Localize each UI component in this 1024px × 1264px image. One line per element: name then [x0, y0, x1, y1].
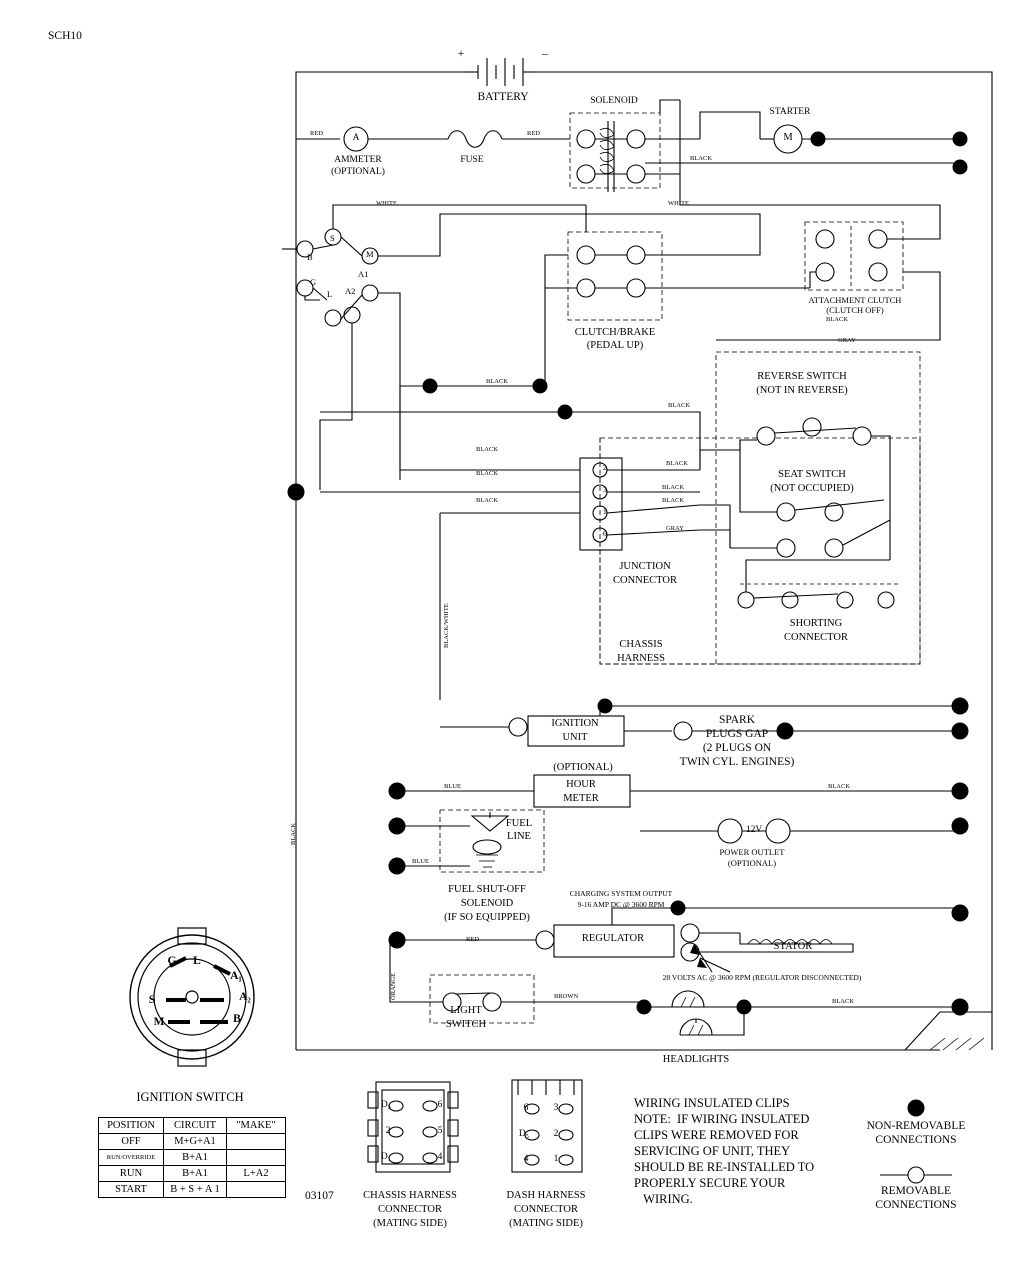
- chassis-harness-label2: HARNESS: [617, 653, 665, 664]
- legend-nonremovable-line1: NON-REMOVABLE: [866, 1120, 966, 1132]
- table-row: [99, 1150, 286, 1166]
- power-outlet-label: POWER OUTLET: [719, 847, 785, 857]
- charging-note-line1: CHARGING SYSTEM OUTPUT: [569, 889, 673, 898]
- notes-line-6: WIRING.: [634, 1192, 693, 1206]
- wire-label-black-jc2: BLACK: [662, 484, 685, 491]
- wire-label-black-mid2: BLACK: [668, 402, 691, 409]
- chassis-connector-line3: (MATING SIDE): [373, 1218, 447, 1229]
- legend-removable-line2: CONNECTIONS: [875, 1199, 957, 1211]
- dash-pin-6: 6: [523, 1103, 529, 1113]
- reverse-switch-contact-c: [853, 427, 871, 445]
- ign-term-l: L: [327, 289, 333, 299]
- seat-switch-contact-d: [825, 539, 843, 557]
- fuel-line-label2: LINE: [507, 831, 531, 842]
- battery-minus-label: –: [542, 48, 548, 60]
- chassis-pin-6: 6: [437, 1100, 443, 1110]
- row-runoverride-make: [227, 1150, 286, 1166]
- ign-term-a1: A1: [358, 269, 369, 279]
- ground-symbol: [905, 1012, 992, 1050]
- dash-pin-1: 1: [553, 1154, 559, 1164]
- sheet-code: SCH10: [48, 30, 82, 42]
- spark-plugs-line1: SPARK: [718, 714, 756, 726]
- notes-line-4: SHOULD BE RE-INSTALLED TO: [634, 1160, 815, 1174]
- dash-connector-line2: CONNECTOR: [514, 1204, 578, 1215]
- face-term-l: L: [193, 955, 201, 967]
- power-outlet-sub: (OPTIONAL): [727, 858, 777, 868]
- spark-plugs-line4: TWIN CYL. ENGINES): [679, 756, 795, 768]
- ignition-unit-label2: UNIT: [562, 732, 588, 743]
- dash-connector-line1: DASH HARNESS: [506, 1190, 586, 1201]
- spark-plugs-line2: PLUGS GAP: [705, 728, 769, 740]
- wire-label-black-mid1: BLACK: [486, 378, 509, 385]
- wire-label-blue-1: BLUE: [444, 783, 461, 790]
- seat-switch-contact-a: [777, 503, 795, 521]
- ammeter-label: AMMETER: [334, 155, 382, 165]
- wire-label-red-1: RED: [310, 130, 323, 137]
- row-runoverride-circuit: B+A1: [164, 1150, 227, 1166]
- ammeter-optional-label: (OPTIONAL): [331, 167, 385, 177]
- wire-label-black-white-vert: BLACK/WHITE: [443, 603, 450, 648]
- face-term-g: G: [167, 955, 177, 967]
- row-start-circuit: B + S + A 1: [164, 1182, 227, 1198]
- row-runoverride-position: RUN/OVERRIDE: [99, 1150, 164, 1166]
- junction-connector-label2: CONNECTOR: [613, 575, 677, 586]
- ign-term-a2: A2: [345, 286, 356, 296]
- row-off-make: [227, 1134, 286, 1150]
- row-run-position: RUN: [99, 1166, 164, 1182]
- legend-removable-line1: REMOVABLE: [880, 1185, 952, 1197]
- reverse-switch-contact-b: [803, 418, 821, 436]
- clutch-brake-box: [568, 232, 662, 320]
- battery-symbol: [466, 58, 536, 86]
- table-row: [99, 1182, 286, 1198]
- wire-label-red-regulator: RED: [466, 936, 479, 943]
- chassis-pin-5: 5: [437, 1126, 443, 1136]
- charging-note-line2: 9-16 AMP DC @ 3600 RPM: [577, 900, 665, 909]
- fuse-label: FUSE: [460, 155, 484, 165]
- ammeter-symbol-label: A: [352, 133, 360, 143]
- table-header-position: POSITION: [99, 1118, 164, 1134]
- notes-title: WIRING INSULATED CLIPS: [634, 1096, 790, 1110]
- chassis-connector-line2: CONNECTOR: [378, 1204, 442, 1215]
- wire-label-black-j3: BLACK: [476, 497, 499, 504]
- wire-label-red-2: RED: [527, 130, 540, 137]
- ignition-unit-label: IGNITION: [551, 718, 599, 729]
- power-outlet-value: 12V: [745, 825, 763, 835]
- fuel-line-label: FUEL: [505, 818, 533, 829]
- light-switch-label2: SWITCH: [445, 1019, 487, 1030]
- reverse-switch-contact-a: [757, 427, 775, 445]
- junction-pin-6: 6: [603, 529, 607, 538]
- seat-switch-label: SEAT SWITCH: [778, 469, 846, 480]
- ignition-switch-table: [98, 1117, 286, 1198]
- legend-removable-symbol: [908, 1167, 924, 1183]
- wire-label-black-clutch: BLACK: [826, 316, 849, 323]
- chassis-connector-line1: CHASSIS HARNESS: [363, 1190, 457, 1201]
- wire-label-black-starter: BLACK: [690, 155, 713, 162]
- battery-plus-label: +: [457, 48, 465, 60]
- junction-pin-2: 2: [603, 463, 607, 472]
- headlights-label: HEADLIGHTS: [662, 1054, 730, 1065]
- hour-meter-label2: METER: [563, 793, 599, 804]
- wire-label-orange: ORANGE: [390, 972, 397, 1000]
- starter-symbol-label: M: [783, 132, 793, 143]
- wire-label-blue-2: BLUE: [412, 858, 429, 865]
- row-off-position: OFF: [99, 1134, 164, 1150]
- reverse-switch-sub: (NOT IN REVERSE): [756, 385, 848, 396]
- clutch-brake-label: CLUTCH/BRAKE: [574, 327, 656, 338]
- ign-term-m: M: [366, 249, 374, 259]
- face-term-s: S: [148, 994, 156, 1006]
- wire-label-white-left: WHITE: [376, 200, 397, 207]
- light-switch-label: LIGHT: [450, 1005, 482, 1016]
- wire-label-gray-seat: GRAY: [666, 525, 684, 532]
- shorting-connector-label: SHORTING: [789, 618, 843, 629]
- ign-term-b: B: [307, 252, 313, 262]
- chassis-pin-4: 4: [437, 1152, 443, 1162]
- table-row: [99, 1166, 286, 1182]
- face-term-a2: A₂: [239, 991, 251, 1003]
- notes-line-3: SERVICING OF UNIT, THEY: [634, 1144, 791, 1158]
- row-start-position: START: [99, 1182, 164, 1198]
- notes-line-1: NOTE: IF WIRING INSULATED: [634, 1112, 810, 1126]
- ac-note: 28 VOLTS AC @ 3600 RPM (REGULATOR DISCONNECTED): [662, 973, 862, 982]
- row-run-circuit: B+A1: [164, 1166, 227, 1182]
- dash-pin-2: 2: [553, 1129, 559, 1139]
- table-row: [99, 1134, 286, 1150]
- row-off-circuit: M+G+A1: [164, 1134, 227, 1150]
- table-header-make: "MAKE": [227, 1118, 286, 1134]
- ign-term-g: G: [310, 277, 317, 287]
- clutch-brake-sub: (PEDAL UP): [586, 340, 644, 351]
- shorting-connector-label2: CONNECTOR: [784, 632, 848, 643]
- legend-nonremovable-line2: CONNECTIONS: [875, 1134, 957, 1146]
- stator-label: STATOR: [773, 941, 813, 952]
- solenoid-label: SOLENOID: [590, 96, 638, 106]
- wire-label-gray-clutch: GRAY: [838, 337, 856, 344]
- seat-switch-contact-c: [777, 539, 795, 557]
- attachment-clutch-sub: (CLUTCH OFF): [826, 305, 884, 315]
- spark-plugs-line3: (2 PLUGS ON: [702, 742, 772, 754]
- starter-label: STARTER: [769, 107, 811, 117]
- chassis-harness-inner: [600, 438, 920, 664]
- dash-pin-d5: D₅: [518, 1129, 530, 1139]
- seat-switch-sub: (NOT OCCUPIED): [770, 483, 854, 494]
- face-term-a1: A₁: [230, 970, 242, 982]
- notes-line-2: CLIPS WERE REMOVED FOR: [634, 1128, 799, 1142]
- regulator-label: REGULATOR: [581, 933, 645, 944]
- wire-label-black-hour: BLACK: [828, 783, 851, 790]
- ign-term-s: S: [330, 233, 335, 243]
- wire-label-white-right: WHITE: [668, 200, 689, 207]
- table-header-circuit: CIRCUIT: [164, 1118, 227, 1134]
- reverse-switch-label: REVERSE SWITCH: [757, 371, 847, 382]
- junction-pin-3: 3: [603, 485, 607, 494]
- attachment-clutch-label: ATTACHMENT CLUTCH: [808, 295, 902, 305]
- legend-nonremovable-symbol: [908, 1100, 924, 1116]
- wire-label-black-headlights: BLACK: [832, 998, 855, 1005]
- hour-meter-optional: (OPTIONAL): [553, 762, 613, 773]
- chassis-pin-d1: D₁: [380, 1152, 392, 1162]
- junction-pin-1: 1: [603, 507, 607, 516]
- dash-pin-3: 3: [553, 1103, 559, 1113]
- wire-label-black-jc3: BLACK: [662, 497, 685, 504]
- wire-label-black-j1: BLACK: [476, 446, 499, 453]
- row-start-make: [227, 1182, 286, 1198]
- chassis-pin-d3: D₃: [380, 1100, 392, 1110]
- dash-pin-4: 4: [523, 1154, 529, 1164]
- dash-harness-connector: [512, 1080, 582, 1172]
- fuel-solenoid-line1: FUEL SHUT-OFF: [448, 884, 526, 895]
- wire-label-black-vert: BLACK: [290, 822, 297, 845]
- hour-meter-label: HOUR: [566, 779, 596, 790]
- row-run-make: L+A2: [227, 1166, 286, 1182]
- junction-connector-label: JUNCTION: [619, 561, 671, 572]
- notes-line-5: PROPERLY SECURE YOUR: [634, 1176, 786, 1190]
- chassis-pin-2: 2: [385, 1126, 391, 1136]
- fuel-solenoid-line3: (IF SO EQUIPPED): [444, 912, 530, 923]
- face-term-b: B: [233, 1013, 241, 1025]
- chassis-harness-label: CHASSIS: [619, 639, 663, 650]
- fuel-solenoid-line2: SOLENOID: [460, 898, 514, 909]
- wire-label-brown: BROWN: [554, 993, 579, 1000]
- wire-label-black-jc1: BLACK: [666, 460, 689, 467]
- ignition-switch-title: IGNITION SWITCH: [136, 1090, 244, 1104]
- battery-label: BATTERY: [477, 91, 529, 103]
- dash-connector-line3: (MATING SIDE): [509, 1218, 583, 1229]
- face-term-m: M: [153, 1016, 165, 1028]
- wire-label-black-j2: BLACK: [476, 470, 499, 477]
- drawing-number: 03107: [305, 1190, 334, 1202]
